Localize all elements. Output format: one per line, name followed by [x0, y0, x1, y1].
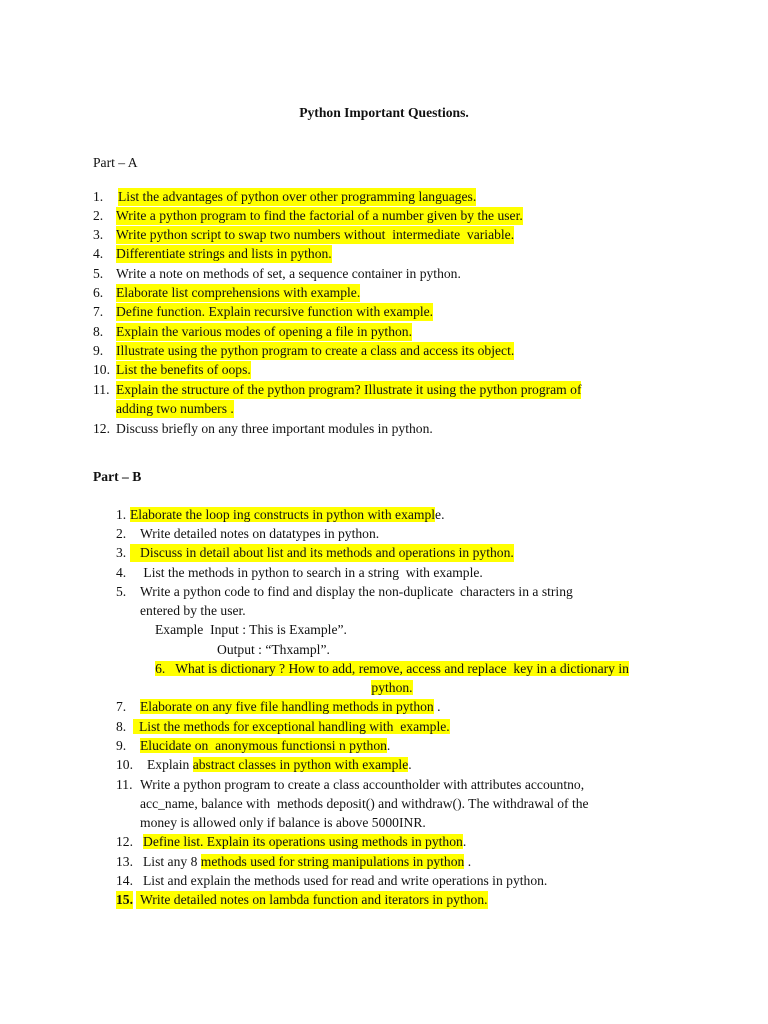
part-b-item-1-number: 1. [116, 507, 127, 522]
part-b-item-7-line [140, 698, 441, 716]
part-b-item-7-number: 7. [116, 699, 127, 714]
part-a-item-10-number: 10. [93, 362, 110, 377]
part-b-item-15-number: 15. [116, 892, 133, 907]
part-b-item-12-line [143, 833, 466, 851]
part-b-item-9-text: Elucidate on anonymous functionsi n python [140, 738, 387, 753]
part-b-item-3-number: 3. [116, 545, 127, 560]
part-b-item-6-text-cont: python. [371, 680, 413, 695]
part-a-item-5-number: 5. [93, 266, 104, 281]
part-b-item-12-text: Define list. Explain its operations using methods in python [143, 834, 463, 849]
part-a-item-11-text-cont: adding two numbers . [116, 401, 234, 416]
part-b-item-14-text: List and explain the methods used for read and write operations in python. [143, 873, 548, 888]
part-b-item-8-text: List the methods for exceptional handling with example [133, 719, 446, 734]
part-b-item-7-tail: . [433, 699, 441, 714]
part-a-item-12-number: 12. [93, 421, 110, 436]
part-a-item-6-text: Elaborate list comprehensions with example. [116, 285, 361, 300]
part-a-item-1-number: 1. [93, 189, 104, 204]
part-b-item-11-text-cont-2: money is allowed only if balance is above 5000INR. [140, 815, 426, 830]
part-b-item-7-text: Elaborate on any five file handling methods in python [140, 699, 434, 714]
part-b-item-9-number: 9. [116, 738, 127, 753]
part-b-item-6-line-2 [116, 679, 668, 697]
part-b-item-4-number: 4. [116, 565, 127, 580]
part-b-item-2-number: 2. [116, 526, 127, 541]
part-b-item-8-number: 8. [116, 719, 127, 734]
part-b-item-5-example-input: Example Input : This is Example”. [155, 622, 347, 637]
part-b-item-12-number: 12. [116, 834, 133, 849]
part-b-item-13-text: methods used for string manipulations in python [200, 854, 465, 869]
part-a-heading: Part – A [93, 155, 138, 170]
part-b-item-15-text: Write detailed notes on lambda function and iterators in python. [136, 891, 488, 909]
part-b-item-9-line [140, 737, 390, 755]
part-b-item-13-pre: List any 8 [143, 854, 201, 869]
part-a-item-5-text: Write a note on methods of set, a sequence container in python. [116, 266, 461, 281]
part-b-item-10-number: 10. [116, 757, 133, 772]
part-a-item-11-number: 11. [93, 382, 110, 397]
part-a-item-8-text: Explain the various modes of opening a file in python. [116, 324, 412, 339]
part-b-heading: Part – B [93, 469, 142, 484]
part-b-item-10-line [147, 756, 412, 774]
part-a-item-2-text: Write a python program to find the factorial of a number given by the user. [116, 208, 523, 223]
part-b-item-12-tail: . [462, 834, 467, 849]
part-a-item-4-text: Differentiate strings and lists in python. [116, 246, 332, 261]
part-a-item-6-number: 6. [93, 285, 104, 300]
part-b-item-5-number: 5. [116, 584, 127, 599]
part-a-item-8-number: 8. [93, 324, 104, 339]
part-b-item-9-tail: . [386, 738, 391, 753]
part-b-item-14-number: 14. [116, 873, 133, 888]
part-b-item-6-number: 6. [155, 661, 166, 676]
part-b-item-6-line [116, 660, 668, 678]
part-b-item-11-text: Write a python program to create a class accountholder with attributes accountno, [140, 777, 585, 792]
part-b-item-5-example-output: Output : “Thxampl”. [217, 642, 330, 657]
part-b-item-10-text: abstract classes in python with example [192, 757, 409, 772]
part-b-item-10-tail: . [408, 757, 412, 772]
part-a-item-3-number: 3. [93, 227, 104, 242]
part-b-item-1-line [130, 506, 444, 524]
part-a-item-4-number: 4. [93, 246, 104, 261]
part-a-item-1-text: List the advantages of python over other programming languages. [118, 189, 477, 204]
part-b-item-8-tail: . [446, 719, 450, 734]
part-b-item-11-text-cont: acc_name, balance with methods deposit() and withdraw(). The withdrawal of the [140, 796, 589, 811]
part-b-item-5-text: Write a python code to find and display the non-duplicate characters in a string [140, 584, 573, 599]
part-b-item-6-text-wrap [155, 661, 629, 676]
part-a-item-9-text: Illustrate using the python program to create a class and access its object. [116, 343, 515, 358]
part-a-item-7-number: 7. [93, 304, 104, 319]
part-a-item-10-text: List the benefits of oops. [116, 362, 251, 377]
part-b-item-1-text: Elaborate the loop ing constructs in python with exampl [130, 507, 436, 522]
part-a-item-9-number: 9. [93, 343, 104, 358]
part-a-item-12-text: Discuss briefly on any three important modules in python. [116, 421, 433, 436]
part-b-item-1-tail: e. [435, 507, 445, 522]
part-a-item-2-number: 2. [93, 208, 104, 223]
part-b-item-4-text: List the methods in python to search in a string with example. [140, 565, 483, 580]
part-b-item-13-number: 13. [116, 854, 133, 869]
part-b-item-6-text: What is dictionary ? How to add, remove, access and replace key in a dictionary in [175, 661, 629, 676]
part-a-item-11-text: Explain the structure of the python program? Illustrate it using the python program of [116, 382, 582, 397]
part-b-item-10-pre: Explain [147, 757, 193, 772]
page-title: Python Important Questions. [299, 105, 469, 120]
part-b-item-2-text: Write detailed notes on datatypes in python. [140, 526, 380, 541]
part-b-item-13-tail: . [464, 854, 472, 869]
part-a-item-3-text: Write python script to swap two numbers without intermediate variable. [116, 227, 515, 242]
part-b-item-11-number: 11. [116, 777, 133, 792]
part-a-item-7-text: Define function. Explain recursive function with example. [116, 304, 434, 319]
part-b-item-8-line [133, 718, 450, 736]
part-b-item-13-line [143, 853, 471, 871]
part-b-item-3-text: Discuss in detail about list and its methods and operations in python. [130, 544, 514, 562]
part-b-item-5-text-cont: entered by the user. [140, 603, 246, 618]
